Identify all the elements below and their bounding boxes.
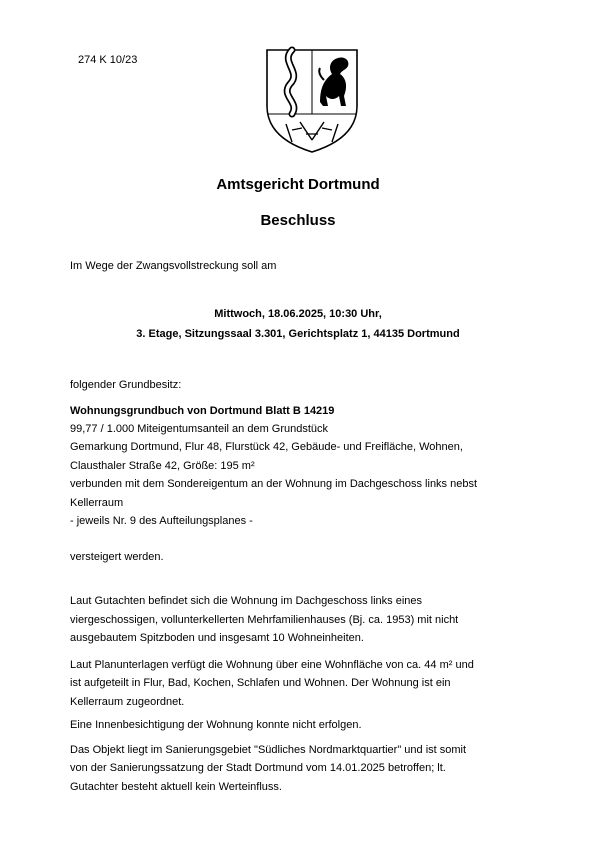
paragraph-line: Das Objekt liegt im Sanierungsgebiet "Südliches Nordmarktquartier" und ist somit [70,744,467,756]
document-type: Beschluss [260,212,336,229]
paragraph-line: ausgebautem Spitzboden und insgesamt 10 Wohneinheiten. [70,632,364,644]
property-intro: folgender Grundbesitz: [70,379,182,391]
property-line: Gemarkung Dortmund, Flur 48, Flurstück 42, Gebäude- und Freifläche, Wohnen, [70,441,463,453]
paragraph-line: ist aufgeteilt in Flur, Bad, Kochen, Schlafen und Wohnen. Der Wohnung ist ein [70,677,451,689]
property-line: 99,77 / 1.000 Miteigentumsanteil an dem Grundstück [70,423,329,435]
property-title: Wohnungsgrundbuch von Dortmund Blatt B 14219 [70,405,335,417]
paragraph-line: Gutachter besteht aktuell kein Werteinfluss. [70,781,282,793]
intro-text: Im Wege der Zwangsvollstreckung soll am [70,260,277,272]
property-outro: versteigert werden. [70,551,164,563]
appointment-location: 3. Etage, Sitzungssaal 3.301, Gerichtsplatz 1, 44135 Dortmund [136,328,460,340]
paragraph-line: Laut Gutachten befindet sich die Wohnung im Dachgeschoss links eines [70,595,423,607]
nrw-coat-of-arms-icon [262,44,362,156]
appointment-date: Mittwoch, 18.06.2025, 10:30 Uhr, [214,308,382,320]
paragraph-line: Eine Innenbesichtigung der Wohnung konnte nicht erfolgen. [70,719,362,731]
paragraph-line: Laut Planunterlagen verfügt die Wohnung über eine Wohnfläche von ca. 44 m² und [70,659,474,671]
court-name: Amtsgericht Dortmund [216,176,380,193]
property-line: Kellerraum [70,497,124,509]
property-line: verbunden mit dem Sondereigentum an der Wohnung im Dachgeschoss links nebst [70,478,478,490]
paragraph-line: viergeschossigen, vollunterkellerten Mehrfamilienhauses (Bj. ca. 1953) mit nicht [70,614,459,626]
file-number: 274 K 10/23 [78,54,138,66]
property-line: - jeweils Nr. 9 des Aufteilungsplanes - [70,515,253,527]
paragraph-line: von der Sanierungssatzung der Stadt Dortmund vom 14.01.2025 betroffen; lt. [70,762,446,774]
paragraph-line: Kellerraum zugeordnet. [70,696,185,708]
property-line: Clausthaler Straße 42, Größe: 195 m² [70,460,255,472]
